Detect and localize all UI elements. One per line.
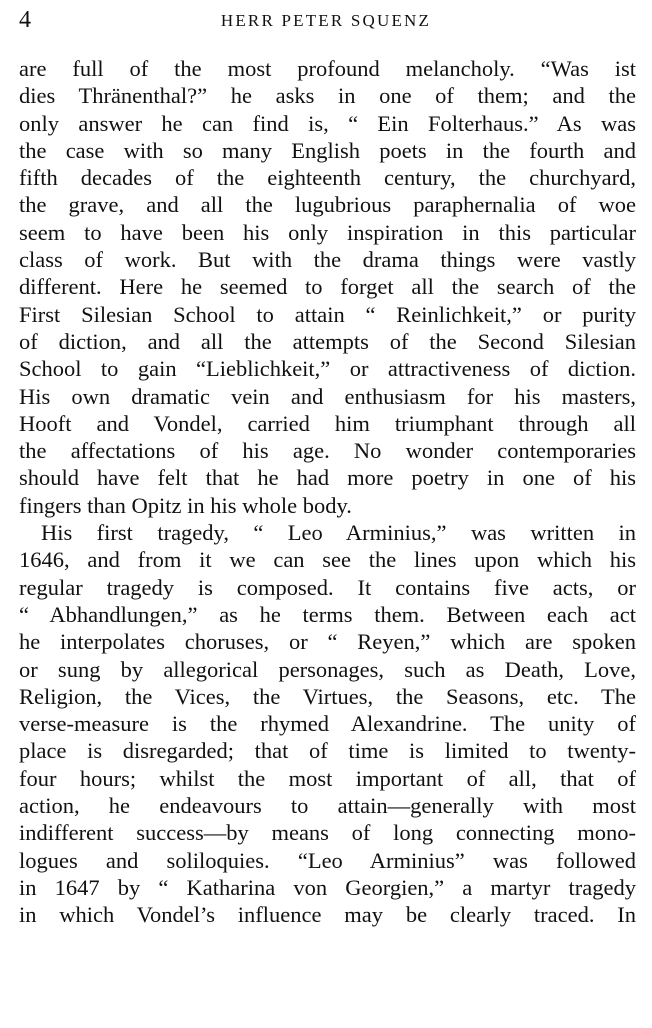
text-line: dies Thränenthal?” he asks in one of them; and the (19, 83, 636, 109)
paragraph-1 (19, 55, 636, 519)
text-line: First Silesian School to attain “ Reinlichkeit,” or purity (19, 301, 636, 327)
running-title: HERR PETER SQUENZ (220, 11, 432, 30)
page-header (0, 4, 652, 34)
text-line: the affectations of his age. No wonder contemporaries (19, 438, 636, 464)
text-line: regular tragedy is composed. It contains five acts, or (19, 574, 636, 600)
paragraph-2 (19, 519, 636, 928)
text-line: the case with so many English poets in the fourth and (19, 137, 636, 163)
page-number: 4 (19, 7, 31, 33)
text-line: indifferent success—by means of long connecting mono- (19, 820, 636, 846)
text-line: different. Here he seemed to forget all the search of the (19, 274, 636, 300)
body-text (19, 55, 636, 929)
text-line: “ Abhandlungen,” as he terms them. Between each act (19, 601, 636, 627)
text-line: Religion, the Vices, the Virtues, the Seasons, etc. The (19, 683, 636, 709)
text-line: place is disregarded; that of time is limited to twenty- (19, 738, 636, 764)
text-line: School to gain “Lieblichkeit,” or attractiveness of diction. (19, 356, 636, 382)
text-line: of diction, and all the attempts of the Second Silesian (19, 328, 636, 354)
text-line: four hours; whilst the most important of all, that of (19, 765, 636, 791)
text-line: or sung by allegorical personages, such as Death, Love, (19, 656, 636, 682)
text-line: action, he endeavours to attain—generally with most (19, 793, 636, 819)
text-line: seem to have been his only inspiration in this particular (19, 219, 636, 245)
text-line: His own dramatic vein and enthusiasm for his masters, (19, 383, 636, 409)
text-line: Hooft and Vondel, carried him triumphant through all (19, 410, 636, 436)
text-line: are full of the most profound melancholy. “Was ist (19, 56, 636, 81)
text-line: His first tragedy, “ Leo Arminius,” was written in (41, 520, 636, 546)
text-line: in which Vondel’s influence may be clearly traced. In (19, 902, 636, 928)
text-line: fingers than Opitz in his whole body. (19, 492, 352, 518)
text-line: fifth decades of the eighteenth century, the churchyard, (19, 165, 636, 191)
text-line: verse-measure is the rhymed Alexandrine. The unity of (19, 711, 636, 737)
text-line: in 1647 by “ Katharina von Georgien,” a martyr tragedy (19, 874, 636, 900)
text-line: he interpolates choruses, or “ Reyen,” which are spoken (19, 629, 636, 655)
text-line: should have felt that he had more poetry in one of his (19, 465, 636, 491)
text-line: logues and soliloquies. “Leo Arminius” was followed (19, 847, 636, 873)
text-line: class of work. But with the drama things were vastly (19, 247, 636, 273)
text-line: the grave, and all the lugubrious paraphernalia of woe (19, 192, 636, 218)
text-line: 1646, and from it we can see the lines upon which his (19, 547, 636, 573)
text-line: only answer he can find is, “ Ein Folterhaus.” As was (19, 110, 636, 136)
